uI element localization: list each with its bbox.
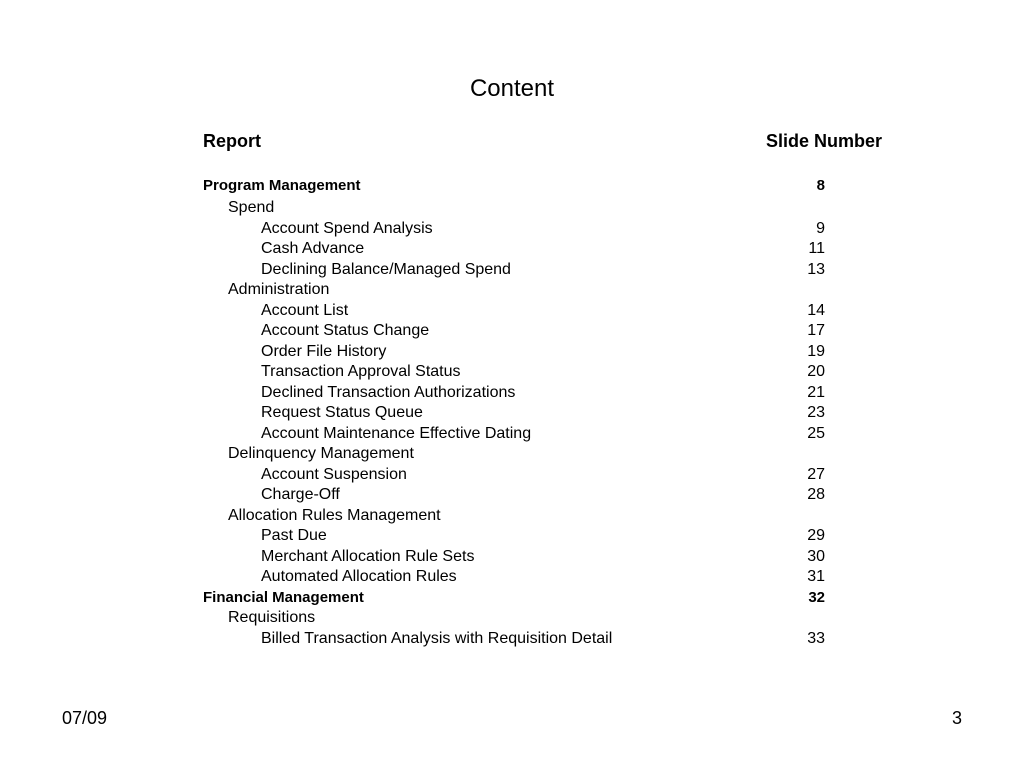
- toc-entry-slide-number: 20: [807, 363, 825, 380]
- footer-page-number: 3: [951, 708, 962, 728]
- toc-row: [0, 403, 1024, 424]
- toc-entry-slide-number: 9: [816, 219, 825, 237]
- toc-entry-label: Administration: [228, 281, 330, 298]
- toc-row: [0, 424, 1024, 445]
- toc-entry-label: Delinquency Management: [228, 445, 414, 462]
- toc-entry-label: Billed Transaction Analysis with Requisition Detail: [261, 629, 613, 647]
- toc-entry-label: Allocation Rules Management: [228, 506, 441, 524]
- slide-title: Content: [469, 75, 555, 102]
- toc-entry-label: Spend: [228, 199, 275, 216]
- toc-row: [0, 547, 1024, 568]
- toc-entry-label: Cash Advance: [261, 240, 365, 257]
- toc-row: [0, 465, 1024, 486]
- toc-row: [0, 588, 1024, 609]
- toc-row: [0, 362, 1024, 383]
- toc-entry-label: Charge-Off: [261, 486, 340, 503]
- toc-entry-slide-number: 11: [808, 240, 825, 257]
- toc-entry-slide-number: 27: [807, 465, 825, 483]
- toc-entry-label: Program Management: [203, 177, 361, 194]
- toc-row: [0, 321, 1024, 342]
- toc-row: [0, 219, 1024, 240]
- toc-entry-slide-number: 23: [807, 404, 825, 421]
- footer-date: 07/09: [62, 708, 108, 728]
- column-header-report: Report: [203, 131, 261, 151]
- toc-row: [0, 506, 1024, 527]
- toc-entry-label: Request Status Queue: [261, 404, 423, 421]
- toc-entry-slide-number: 33: [807, 629, 825, 647]
- toc-row: [0, 608, 1024, 629]
- toc-entry-slide-number: 19: [807, 342, 825, 360]
- toc-entry-slide-number: 13: [807, 260, 825, 278]
- toc-row: [0, 526, 1024, 547]
- toc-row: [0, 176, 1024, 198]
- toc-row: [0, 342, 1024, 363]
- toc-entry-slide-number: 21: [807, 383, 825, 401]
- toc-entry-slide-number: 28: [807, 486, 825, 503]
- toc-row: [0, 567, 1024, 588]
- toc-row: [0, 383, 1024, 404]
- table-of-contents: [0, 176, 1024, 649]
- toc-entry-label: Account Spend Analysis: [261, 219, 433, 237]
- toc-row: [0, 260, 1024, 281]
- toc-row: [0, 239, 1024, 260]
- toc-entry-label: Automated Allocation Rules: [261, 568, 457, 585]
- toc-entry-label: Account List: [261, 301, 349, 319]
- toc-entry-label: Account Maintenance Effective Dating: [261, 424, 532, 442]
- toc-row: [0, 444, 1024, 465]
- toc-row: [0, 629, 1024, 650]
- toc-entry-slide-number: 14: [807, 301, 825, 319]
- toc-entry-label: Merchant Allocation Rule Sets: [261, 547, 475, 565]
- toc-row: [0, 280, 1024, 301]
- toc-entry-label: Declining Balance/Managed Spend: [261, 260, 511, 278]
- toc-entry-label: Past Due: [261, 527, 327, 544]
- toc-row: [0, 198, 1024, 219]
- column-header-slide-number: Slide Number: [766, 131, 883, 151]
- toc-entry-label: Account Suspension: [261, 465, 407, 483]
- toc-entry-slide-number: 30: [807, 547, 825, 565]
- toc-entry-slide-number: 8: [816, 177, 825, 194]
- toc-entry-slide-number: 17: [807, 322, 825, 339]
- toc-entry-label: Account Status Change: [261, 322, 430, 339]
- toc-entry-label: Declined Transaction Authorizations: [261, 383, 516, 401]
- toc-row: [0, 485, 1024, 506]
- toc-entry-slide-number: 25: [807, 424, 825, 442]
- toc-entry-label: Financial Management: [203, 588, 364, 606]
- toc-entry-label: Order File History: [261, 342, 387, 360]
- toc-entry-slide-number: 29: [807, 527, 825, 544]
- toc-entry-slide-number: 32: [808, 588, 825, 606]
- toc-entry-label: Transaction Approval Status: [261, 363, 461, 380]
- toc-row: [0, 301, 1024, 322]
- toc-entry-slide-number: 31: [807, 568, 825, 585]
- toc-entry-label: Requisitions: [228, 609, 316, 626]
